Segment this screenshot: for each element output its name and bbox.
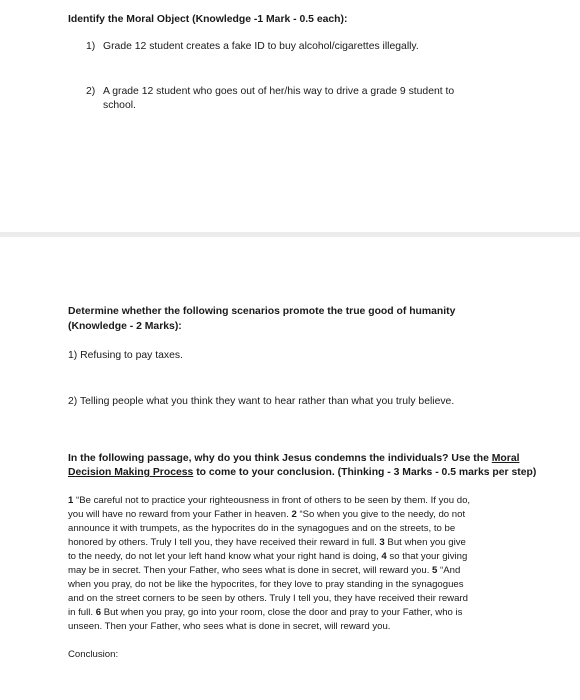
passage-line-5: to the needy, do not let your left hand know what your right hand is doing, 4 so that your giving: [68, 551, 468, 562]
decision-process-link-text: Decision Making Process: [68, 467, 194, 478]
passage-line-9: in full. 6 But when you pray, go into your room, close the door and pray to your Father, who is: [68, 607, 463, 618]
passage-line-3: announce it with trumpets, as the hypocrites do in the synagogues and on the streets, to be: [68, 523, 456, 534]
passage-heading-line-2: Decision Making Process to come to your conclusion. (Thinking - 3 Marks - 0.5 marks per step): [68, 467, 537, 478]
passage-line-1: 1 “Be careful not to practice your righteousness in front of others to be seen by them. If you do,: [68, 495, 471, 506]
verse-number: 1: [68, 495, 74, 506]
moral-object-item-1: Grade 12 student creates a fake ID to buy alcohol/cigarettes illegally.: [103, 41, 419, 52]
passage-heading-line-1: In the following passage, why do you think Jesus condemns the individuals? Use the Moral: [68, 453, 520, 464]
verse-number: 5: [432, 565, 438, 576]
verse-number: 3: [379, 537, 385, 548]
passage-line-10: unseen. Then your Father, who sees what is done in secret, will reward you.: [68, 621, 391, 632]
conclusion-label: Conclusion:: [68, 649, 119, 660]
moral-object-item-1-number: 1): [86, 41, 96, 52]
verse-number: 6: [95, 607, 102, 618]
true-good-item-2: 2) Telling people what you think they want to hear rather than what you truly believe.: [68, 396, 455, 407]
passage-line-2: you will have no reward from your Father in heaven. 2 “So when you give to the needy, do not: [68, 509, 466, 520]
page-upper: [0, 0, 580, 232]
moral-object-item-2-line-2: school.: [103, 100, 136, 111]
passage-line-7: when you pray, do not be like the hypocrites, for they love to pray standing in the synagogues: [68, 579, 464, 590]
passage-line-6: may be in secret. Then your Father, who sees what is done in secret, will reward you. 5 “And: [68, 565, 461, 576]
verse-number: 4: [381, 551, 387, 562]
passage-line-8: and on the street corners to be seen by others. Truly I tell you, they have received their reward: [68, 593, 468, 604]
verse-number: 2: [291, 509, 297, 520]
true-good-heading-line-2: (Knowledge - 2 Marks):: [68, 321, 182, 332]
passage-line-4: honored by others. Truly I tell you, they have received their reward in full. 3 But when you give: [68, 537, 466, 548]
true-good-heading-line-1: Determine whether the following scenarios promote the true good of humanity: [68, 306, 456, 317]
moral-object-item-2-line-1: A grade 12 student who goes out of her/his way to drive a grade 9 student to: [103, 86, 455, 97]
moral-object-heading: Identify the Moral Object (Knowledge -1 Mark - 0.5 each):: [68, 14, 348, 25]
moral-link-text: Moral: [491, 453, 520, 464]
true-good-item-1: 1) Refusing to pay taxes.: [68, 350, 183, 361]
moral-object-item-2-number: 2): [86, 86, 96, 97]
